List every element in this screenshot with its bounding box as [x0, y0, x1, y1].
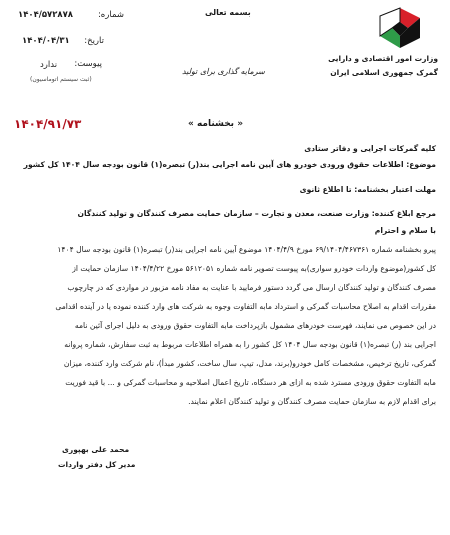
letter-number-label: شماره: — [97, 10, 124, 20]
body-line-8: مابه التفاوت حقوق ورودی مسترد شده به ازای هر دستگاه، تاریخ اعمال اصلاحیه و محاسبات گمرکی و ... با قید فوریت — [65, 378, 436, 387]
letter-attachment-value: ندارد — [40, 60, 58, 70]
body-line-3: مصرف کنندگان و تولید کنندگان ارسال می گردد دستور فرمایید با عنایت به مفاد نامه مزبور در مواردی که در چارچوب — [67, 283, 436, 292]
signatory-title: مدیر کل دفتر واردات — [58, 460, 136, 469]
attachment-note: (ثبت سیستم اتوماسیون) — [30, 76, 92, 83]
customs-logo — [378, 6, 422, 50]
body-line-9: برای اقدام لازم به سازمان حمایت مصرف کنندگان و تولید کنندگان اعلام نمایند. — [188, 397, 436, 406]
reference-line: مرجع ابلاغ کننده: وزارت صنعت، معدن و تجارت – سازمان حمایت مصرف کنندگان و تولید کنندگان — [77, 209, 436, 218]
body-line-4: مقررات اقدام به اصلاح محاسبات گمرکی و استرداد مابه التفاوت وجوه به شرکت های وارد کننده نموده یا در آینده اقدامی — [55, 302, 436, 311]
bulletin-code: ۱۴۰۴/۹۱/۷۳ — [14, 117, 82, 131]
body-line-2: کل کشور(موضوع واردات خودرو سواری)به پیوست تصویر نامه شماره ۵۶۱۲۰۵۱ مورخ ۱۴۰۴/۴/۲۲ سازمان حمایت از — [72, 264, 436, 273]
basmala: بسمه تعالی — [205, 8, 251, 17]
customs-emblem-icon — [378, 6, 422, 50]
org-line2: گمرک جمهوری اسلامی ایران — [330, 68, 438, 77]
validity-line: مهلت اعتبار بخشنامه: تا اطلاع ثانوی — [299, 185, 436, 194]
subject-line: موضوع: اطلاعات حقوق ورودی خودرو های آیین نامه اجرایی بند(ر) تبصره(۱) قانون بودجه سال ۱۴۰۴ کل کشور — [23, 160, 436, 169]
letter-date-value: ۱۴۰۴/۰۴/۳۱ — [22, 36, 70, 46]
org-line1: وزارت امور اقتصادی و دارایی — [328, 54, 438, 63]
recipients-line: کلیه گمرکات اجرایی و دفاتر ستادی — [304, 144, 436, 153]
body-line-6: اجرایی بند (ر) تبصره(۱) قانون بودجه سال ۱۴۰۴ کل کشور را به همراه اطلاعات مربوط به ثبت سفارش، شماره پروانه — [64, 340, 436, 349]
body-line-1: پیرو بخشنامه شماره ۶۹/۱۴۰۴/۴۶۷۳۶۱ مورخ ۱۴۰۴/۴/۹ موضوع آیین نامه اجرایی بند(ر) تبصره(۱) قانون بودجه سال ۱۴۰۴ — [57, 245, 436, 254]
bulletin-title: « بخشنامه » — [188, 119, 244, 129]
letter-attachment-row — [20, 59, 102, 69]
letter-date-label: تاریخ: — [84, 36, 104, 46]
letter-number-value: ۱۴۰۴/۵۷۲۸۷۸ — [18, 10, 73, 20]
letter-attachment-label: پیوست: — [74, 59, 102, 69]
greeting-line: با سلام و احترام — [374, 226, 436, 235]
body-line-7: گمرکی، تاریخ ترخیص، مشخصات کامل خودرو(برند، مدل، تیپ، سال ساخت، کشور مبدأ)، نام شرکت وارد کننده، میزان — [63, 359, 436, 368]
body-line-5: در این خصوص می نمایند، فهرست خودرهای مشمول بازپرداخت مابه التفاوت حقوق ورودی به دلیل اجرای آئین نامه — [74, 321, 436, 330]
signatory-name: محمد علی بهپوری — [62, 445, 130, 454]
slogan: سرمایه گذاری برای تولید — [182, 67, 265, 76]
